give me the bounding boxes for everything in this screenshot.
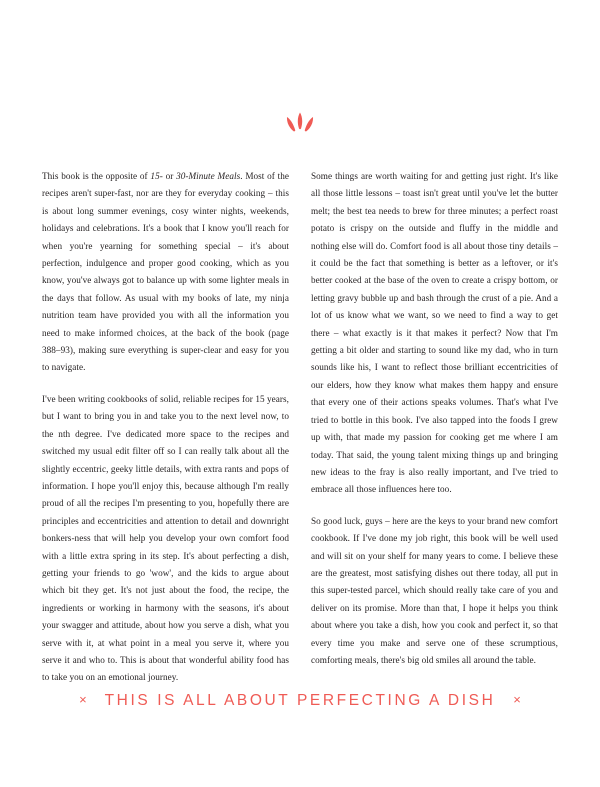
cross-mark-left-icon: × — [79, 692, 87, 707]
right-column — [311, 168, 558, 687]
footer-line — [79, 692, 521, 710]
body-columns — [42, 168, 558, 687]
cross-mark-right-icon: × — [513, 692, 521, 707]
left-column — [42, 168, 289, 687]
footer-caption: THIS IS ALL ABOUT PERFECTING A DISH — [104, 692, 496, 709]
paragraph: So good luck, guys – here are the keys to your brand new comfort cookbook. If I've done my job right, this book will be well used and will sit on your shelf for many years to come. I believe these are the greatest, most satisfying dishes out there today, all put in this super-tested parcel, which should really take care of you and deliver on its promise. More than that, I hope it helps you think about where you take a dish, how you cook and perfect it, so that every time you make and serve one of these scrumptious, comforting meals, there's big old smiles all around the table. — [311, 515, 558, 665]
italic-title-1: 15- — [150, 171, 163, 181]
paragraph: I've been writing cookbooks of solid, reliable recipes for 15 years, but I want to bring you in and take you to the next level now, to the nth degree. I've dedicated more space to the recipes and switched my usual edit filter off so I can really talk about all the slightly eccentric, geeky little details, with extra rants and pops of information. I hope you'll enjoy this, because although I'm really proud of all the recipes I'm presenting to you, hopefully there are principles and eccentricities and attention to detail and downright bonkers-ness that will help you develop your own comfort food with a little extra spring in its step. It's about perfecting a dish, getting your friends to go 'wow', and the kids to argue about which bit they get. It's not just about the food, the recipe, the ingredients or working in harmony with the seasons, it's about your swagger and attitude, about how you serve a dish, what you serve with it, at what point in a meal you serve it, where you serve it and who to. This is about that wonderful ability food has to take you on an emotional journey. — [42, 393, 289, 683]
italic-title-2: 30-Minute Meals — [176, 171, 241, 181]
paragraph: This book is the opposite of 15- or 30-Minute Meals. Most of the recipes aren't super-fast, nor are they for everyday cooking – this is about long summer evenings, cosy winter nights, weekends, holidays and celebrations. It's a book that I know you'll reach for when you're yearning for something special – it's about perfection, indulgence and proper good cooking, which as you know, you've always got to balance up with some lighter meals in the days that follow. As usual with my books of late, my ninja nutrition team have provided you with all the information you need to make informed choices, at the back of the book (page 388–93), making sure everything is super-clear and easy for you to navigate. — [42, 171, 290, 373]
three-petal-flourish-icon — [281, 125, 319, 142]
decorative-flourish — [0, 112, 600, 142]
paragraph: Some things are worth waiting for and getting just right. It's like all those little lessons – toast isn't great until you've let the butter melt; the best tea needs to brew for three minutes; a perfect roast potato is crispy on the outside and fluffy in the middle and nothing else will do. Comfort food is all about those tiny details – it could be the fact that something is better as a leftover, or it's better cooked at the base of the oven to create a crispy bottom, or letting gravy bubble up and bash through the crust of a pie. And a lot of us know what we want, so we need to find a way to get there – what exactly is it that makes it perfect? Now that I'm getting a bit older and starting to sound like my dad, who in turn sounds like his, I want to reflect those brilliant eccentricities of our elders, how they know what makes them happy and ensure that every one of their actions speaks volumes. That's what I've tried to bottle in this book. I've also tapped into the foods I grew up with, that made my passion for cooking get me where I am today. That said, the young talent mixing things up and bringing new ideas to the fray is also really important, and I've tried to embrace all those influences here too. — [311, 171, 558, 495]
footer-banner — [0, 692, 600, 710]
